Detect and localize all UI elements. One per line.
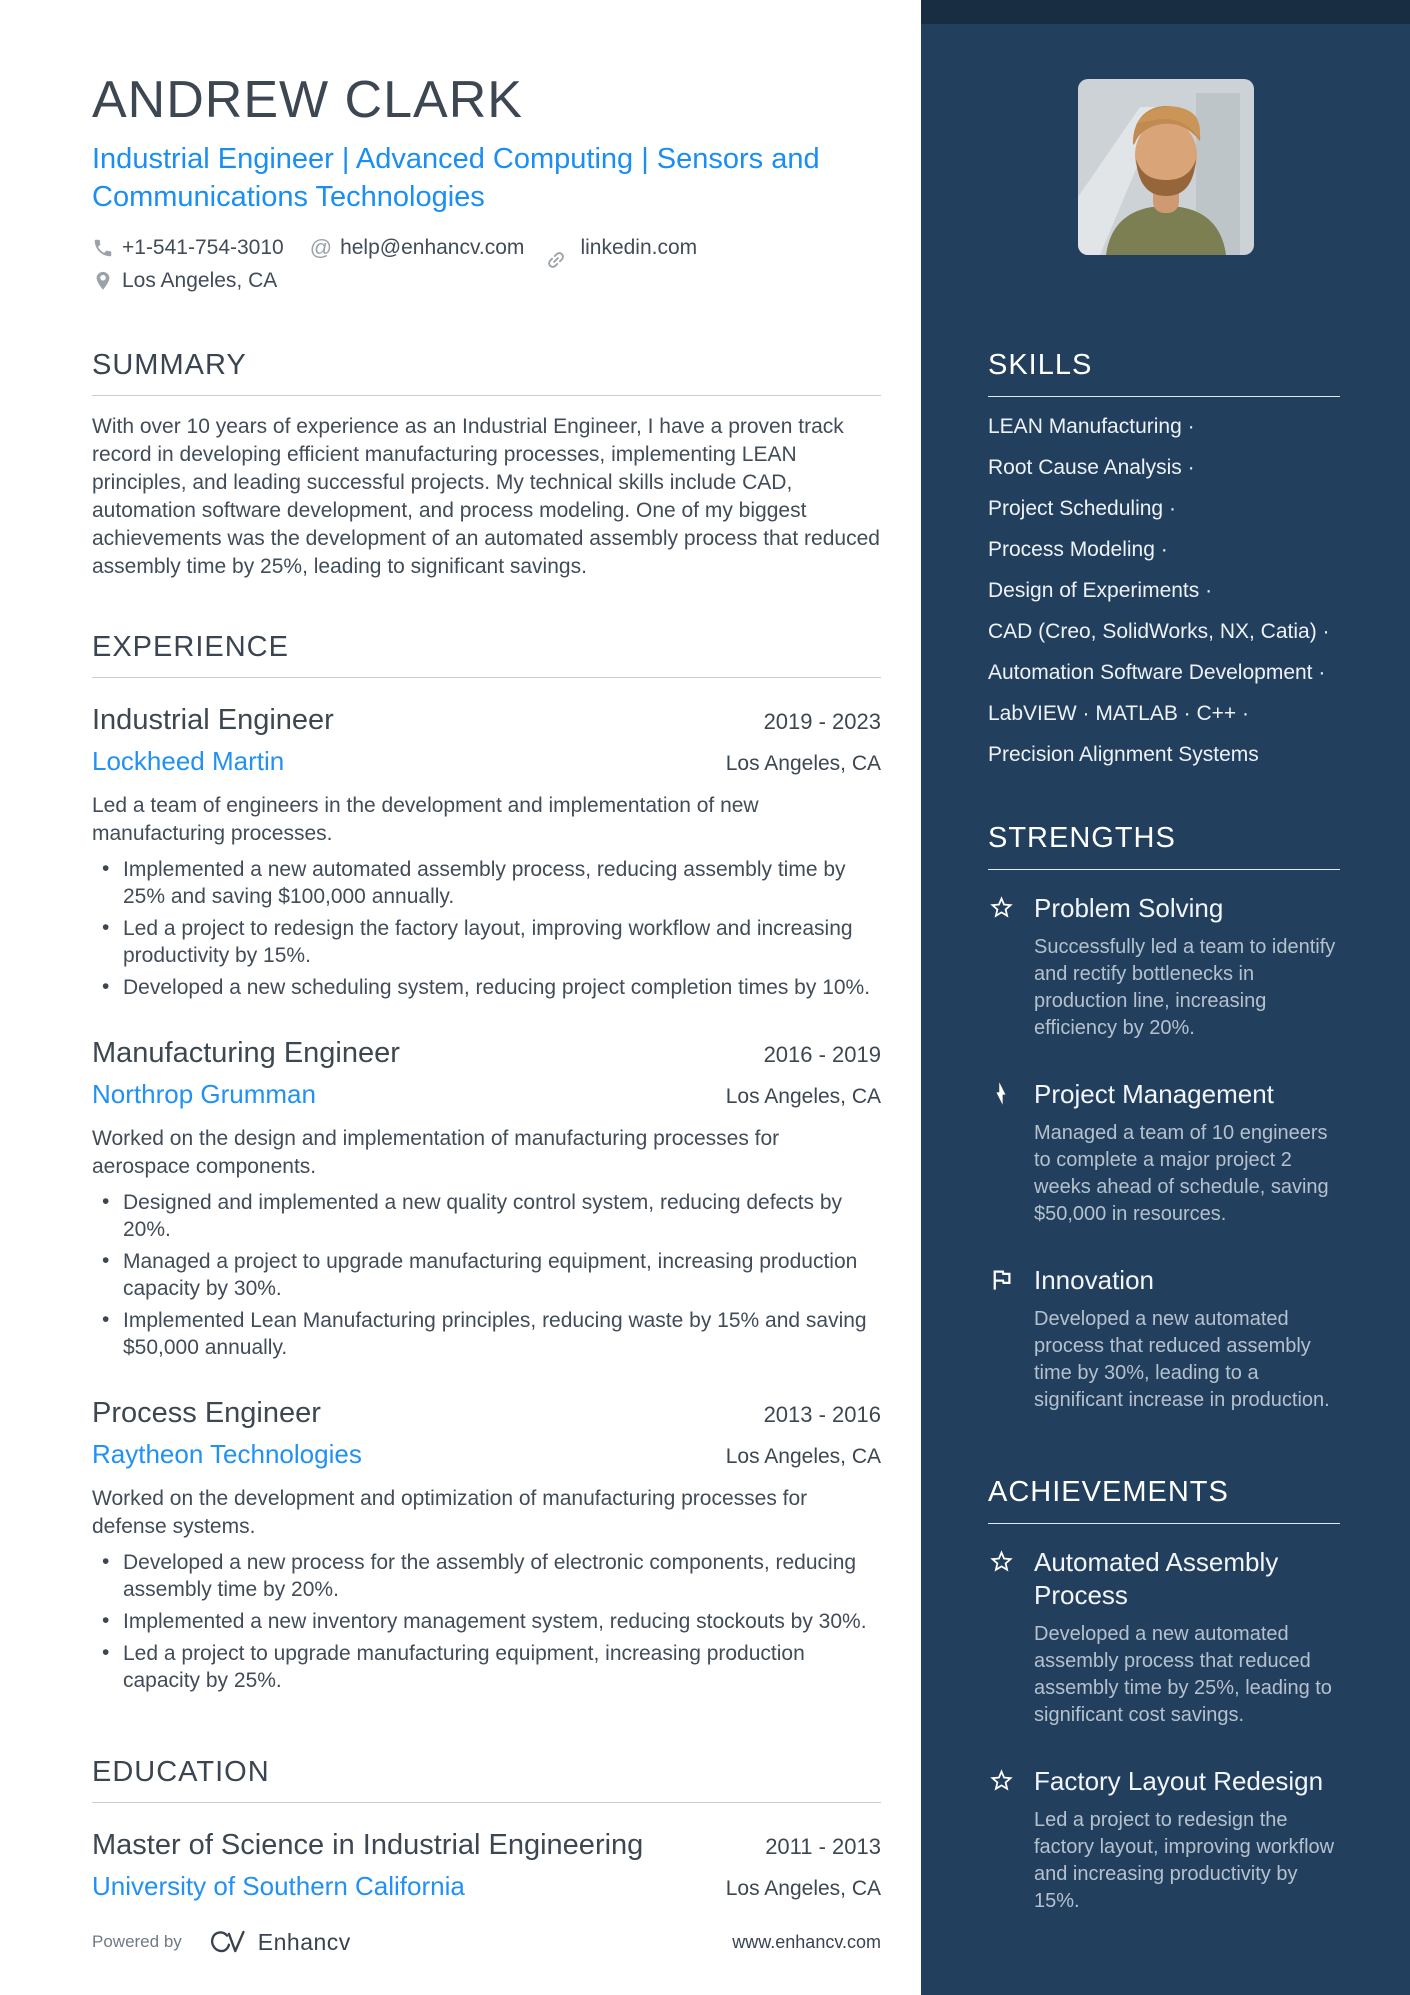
enhancv-logo-icon: [208, 1928, 248, 1956]
job-location: Los Angeles, CA: [725, 752, 881, 775]
enhancv-brand[interactable]: [208, 1928, 351, 1956]
strength-text: Managed a team of 10 engineers to complete a major project 2 weeks ahead of schedule, saving $50,000 in resources.: [1034, 1122, 1329, 1225]
footer: [92, 1928, 881, 1956]
job-bullet: • Developed a new process for the assembly of electronic components, reducing assembly time by 20%.: [92, 1549, 881, 1603]
job-bullet: • Designed and implemented a new quality control system, reducing defects by 20%.: [92, 1189, 881, 1243]
skill-item: CAD (Creo, SolidWorks, NX, Catia) ·: [988, 620, 1330, 643]
link-icon: [550, 237, 572, 259]
strength-item: [988, 1078, 1340, 1228]
job-title: Industrial Engineer: [92, 704, 334, 736]
job-dates: 2019 - 2023: [763, 709, 881, 734]
email-value: help@enhancv.com: [340, 236, 525, 259]
job-bullet: • Developed a new scheduling system, reducing project completion times by 10%.: [92, 974, 881, 1001]
job-company-link[interactable]: Lockheed Martin: [92, 746, 285, 776]
achievements-section: [988, 1476, 1340, 1915]
job-dates: 2016 - 2019: [763, 1042, 881, 1067]
lightning-icon: [988, 1078, 1034, 1228]
achievement-title: Factory Layout Redesign: [1034, 1766, 1324, 1796]
linkedin-item[interactable]: [550, 236, 697, 260]
achievement-text: Led a project to redesign the factory layout, improving workflow and increasing productivity by 15%.: [1034, 1809, 1335, 1912]
job-bullets: [92, 856, 881, 1001]
achievement-text: Developed a new automated assembly process that reduced assembly time by 25%, leading to significant cost savings.: [1034, 1623, 1332, 1726]
sidebar-content: [921, 349, 1410, 1915]
summary-section: [92, 349, 881, 581]
job-bullet: • Managed a project to upgrade manufacturing equipment, increasing production capacity by 30%.: [92, 1248, 881, 1302]
achievement-title: Automated Assembly Process: [1034, 1547, 1279, 1610]
phone-value: +1-541-754-3010: [122, 236, 284, 259]
skills-heading: SKILLS: [988, 349, 1340, 397]
summary-heading: SUMMARY: [92, 349, 881, 396]
website-link[interactable]: www.enhancv.com: [732, 1931, 881, 1952]
email-item[interactable]: [310, 236, 525, 260]
job-description: Worked on the development and optimization of manufacturing processes for defense systems.: [92, 1487, 808, 1538]
brand-name: Enhancv: [257, 1928, 351, 1955]
experience-entry: [92, 1395, 881, 1694]
job-bullets: [92, 1549, 881, 1694]
strength-title: Project Management: [1034, 1079, 1274, 1109]
flag-icon: [988, 1264, 1034, 1414]
degree-title: Master of Science in Industrial Engineering: [92, 1829, 644, 1861]
skill-item: LEAN Manufacturing ·: [988, 415, 1195, 438]
job-title: Manufacturing Engineer: [92, 1037, 400, 1069]
achievements-heading: ACHIEVEMENTS: [988, 1476, 1340, 1524]
job-company-link[interactable]: Raytheon Technologies: [92, 1439, 362, 1469]
job-location: Los Angeles, CA: [725, 1085, 881, 1108]
job-bullet: • Implemented a new automated assembly process, reducing assembly time by 25% and saving $100,000 annually.: [92, 856, 881, 910]
education-dates: 2011 - 2013: [765, 1834, 881, 1859]
skill-item: Project Scheduling ·: [988, 497, 1176, 520]
strength-title: Problem Solving: [1034, 893, 1224, 923]
person-name: ANDREW CLARK: [92, 71, 523, 129]
phone-item[interactable]: [92, 236, 284, 260]
strength-text: Successfully led a team to identify and rectify bottlenecks in production line, increasing efficiency by 20%.: [1034, 936, 1336, 1039]
skill-item: Process Modeling ·: [988, 538, 1168, 561]
skill-item: Design of Experiments ·: [988, 579, 1213, 602]
summary-text: With over 10 years of experience as an Industrial Engineer, I have a proven track record in developing efficient manufacturing processes, implementing LEAN principles, and leading successful projects. My technical skills include CAD, automation software development, and process modeling. One of my biggest achievements was the development of an automated assembly process that reduced assembly time by 25%, leading to significant savings.: [92, 415, 880, 578]
school-link[interactable]: University of Southern California: [92, 1871, 465, 1901]
strength-item: [988, 892, 1340, 1042]
strengths-section: [988, 822, 1340, 1414]
education-location: Los Angeles, CA: [725, 1877, 881, 1900]
phone-icon: [92, 237, 114, 259]
experience-section: [92, 631, 881, 1694]
job-description: Led a team of engineers in the development and implementation of new manufacturing processes.: [92, 794, 759, 845]
experience-heading: EXPERIENCE: [92, 631, 881, 678]
job-description: Worked on the design and implementation of manufacturing processes for aerospace components.: [92, 1127, 780, 1178]
sidebar: [921, 0, 1410, 1995]
location-pin-icon: [92, 270, 114, 292]
job-bullets: [92, 1189, 881, 1361]
job-dates: 2013 - 2016: [763, 1402, 881, 1427]
education-heading: EDUCATION: [92, 1756, 881, 1803]
job-location: Los Angeles, CA: [725, 1445, 881, 1468]
achievement-item: [988, 1546, 1340, 1729]
experience-entry: [92, 1035, 881, 1361]
job-company-link[interactable]: Northrop Grumman: [92, 1079, 316, 1109]
at-icon: @: [309, 235, 333, 260]
powered-by-label: Powered by: [92, 1932, 182, 1951]
skills-list: [988, 416, 1340, 766]
star-icon: [988, 1765, 1034, 1915]
location-value: Los Angeles, CA: [122, 269, 278, 292]
experience-entry: [92, 702, 881, 1001]
skill-item: Automation Software Development ·: [988, 661, 1326, 684]
job-bullet: • Led a project to redesign the factory layout, improving workflow and increasing productivity by 15%.: [92, 915, 881, 969]
skill-item: Precision Alignment Systems: [988, 743, 1259, 766]
skills-section: [988, 349, 1340, 766]
headline: Industrial Engineer | Advanced Computing | Sensors and Communications Technologies: [92, 143, 820, 213]
skill-item: LabVIEW · MATLAB · C++ ·: [988, 702, 1250, 725]
main-column: [92, 0, 881, 1902]
achievement-item: [988, 1765, 1340, 1915]
star-icon: [988, 892, 1034, 1042]
contact-row: [92, 236, 881, 293]
job-title: Process Engineer: [92, 1397, 321, 1429]
linkedin-value: linkedin.com: [580, 236, 698, 259]
job-bullet: • Led a project to upgrade manufacturing equipment, increasing production capacity by 25%.: [92, 1640, 881, 1694]
location-item: [92, 269, 277, 293]
star-icon: [988, 1546, 1034, 1729]
strength-title: Innovation: [1034, 1265, 1154, 1295]
strengths-heading: STRENGTHS: [988, 822, 1340, 870]
job-bullet: • Implemented Lean Manufacturing principles, reducing waste by 15% and saving $50,000 annually.: [92, 1307, 881, 1361]
education-section: [92, 1756, 881, 1902]
education-entry: [92, 1827, 881, 1902]
profile-photo: [1078, 79, 1254, 255]
skill-item: Root Cause Analysis ·: [988, 456, 1195, 479]
strength-text: Developed a new automated process that reduced assembly time by 30%, leading to a significant increase in production.: [1034, 1308, 1330, 1411]
job-bullet: • Implemented a new inventory management system, reducing stockouts by 30%.: [92, 1608, 881, 1635]
strength-item: [988, 1264, 1340, 1414]
